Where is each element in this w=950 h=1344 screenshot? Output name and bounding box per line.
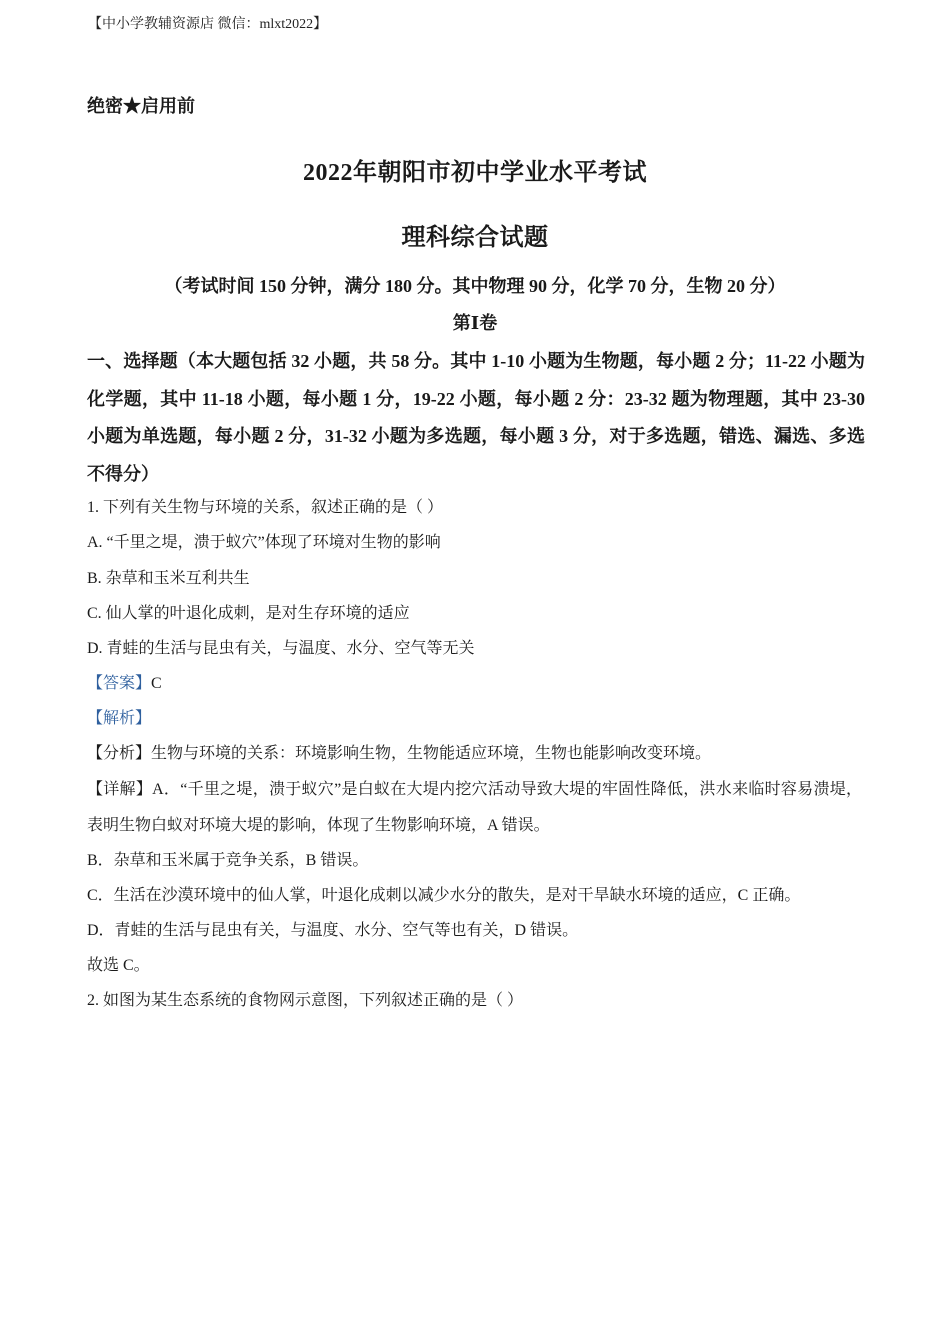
question-1-option-c: C. 仙人掌的叶退化成刺，是对生存环境的适应 <box>87 605 410 622</box>
exam-info: （考试时间 150 分钟，满分 180 分。其中物理 90 分，化学 70 分，生物 20 分） <box>164 276 786 296</box>
exam-subtitle: 理科综合试题 <box>401 225 549 251</box>
detail-text: 【详解】A．“千里之堤，溃于蚁穴”是白蚁在大堤内挖穴活动导致大堤的牢固性降低，洪水来临时容易溃堤，表明生物白蚁对环境大堤的影响，体现了生物影响环境，A 错误。 <box>87 781 862 834</box>
answer-value: C <box>151 675 162 692</box>
answer-tag: 【答案】 <box>87 675 152 692</box>
volume-label: 第Ⅰ卷 <box>452 313 498 333</box>
question-1-option-d: D. 青蛙的生活与昆虫有关，与温度、水分、空气等无关 <box>87 640 475 657</box>
question-1-stem: 1. 下列有关生物与环境的关系，叙述正确的是（ ） <box>87 499 444 516</box>
question-2-stem: 2. 如图为某生态系统的食物网示意图，下列叙述正确的是（ ） <box>87 992 524 1009</box>
secret-mark: 绝密★启用前 <box>87 96 195 116</box>
answer-line <box>87 670 877 693</box>
question-1-option-a: A. “千里之堤，溃于蚁穴”体现了环境对生物的影响 <box>87 534 441 551</box>
explain-b: B．杂草和玉米属于竞争关系，B 错误。 <box>87 852 369 869</box>
analysis-tag: 【解析】 <box>87 710 152 727</box>
explain-c: C．生活在沙漠环境中的仙人掌，叶退化成刺以减少水分的散失，是对干旱缺水环境的适应，C 正确。 <box>87 887 801 904</box>
header-note: 【中小学教辅资源店 微信：mlxt2022】 <box>88 17 328 32</box>
explain-d: D．青蛙的生活与昆虫有关，与温度、水分、空气等也有关，D 错误。 <box>87 922 579 939</box>
conclusion: 故选 C。 <box>87 957 150 974</box>
exam-title: 2022年朝阳市初中学业水平考试 <box>303 160 647 186</box>
section-heading: 一、选择题（本大题包括 32 小题，共 58 分。其中 1-10 小题为生物题，每小题 2 分；11-22 小题为化学题，其中 11-18 小题，每小题 1 分，19-22 小题，每小题 2 分：23-32 题为物理题，其中 23-30 小题为单选题，每小题 2 分，31-32 小题为多选题，每小题 3 分，对于多选题，错选、漏选、多选不得分） <box>87 351 865 484</box>
question-1-option-b: B. 杂草和玉米互利共生 <box>87 570 250 587</box>
analysis-text: 【分析】生物与环境的关系：环境影响生物，生物能适应环境，生物也能影响改变环境。 <box>87 745 712 762</box>
